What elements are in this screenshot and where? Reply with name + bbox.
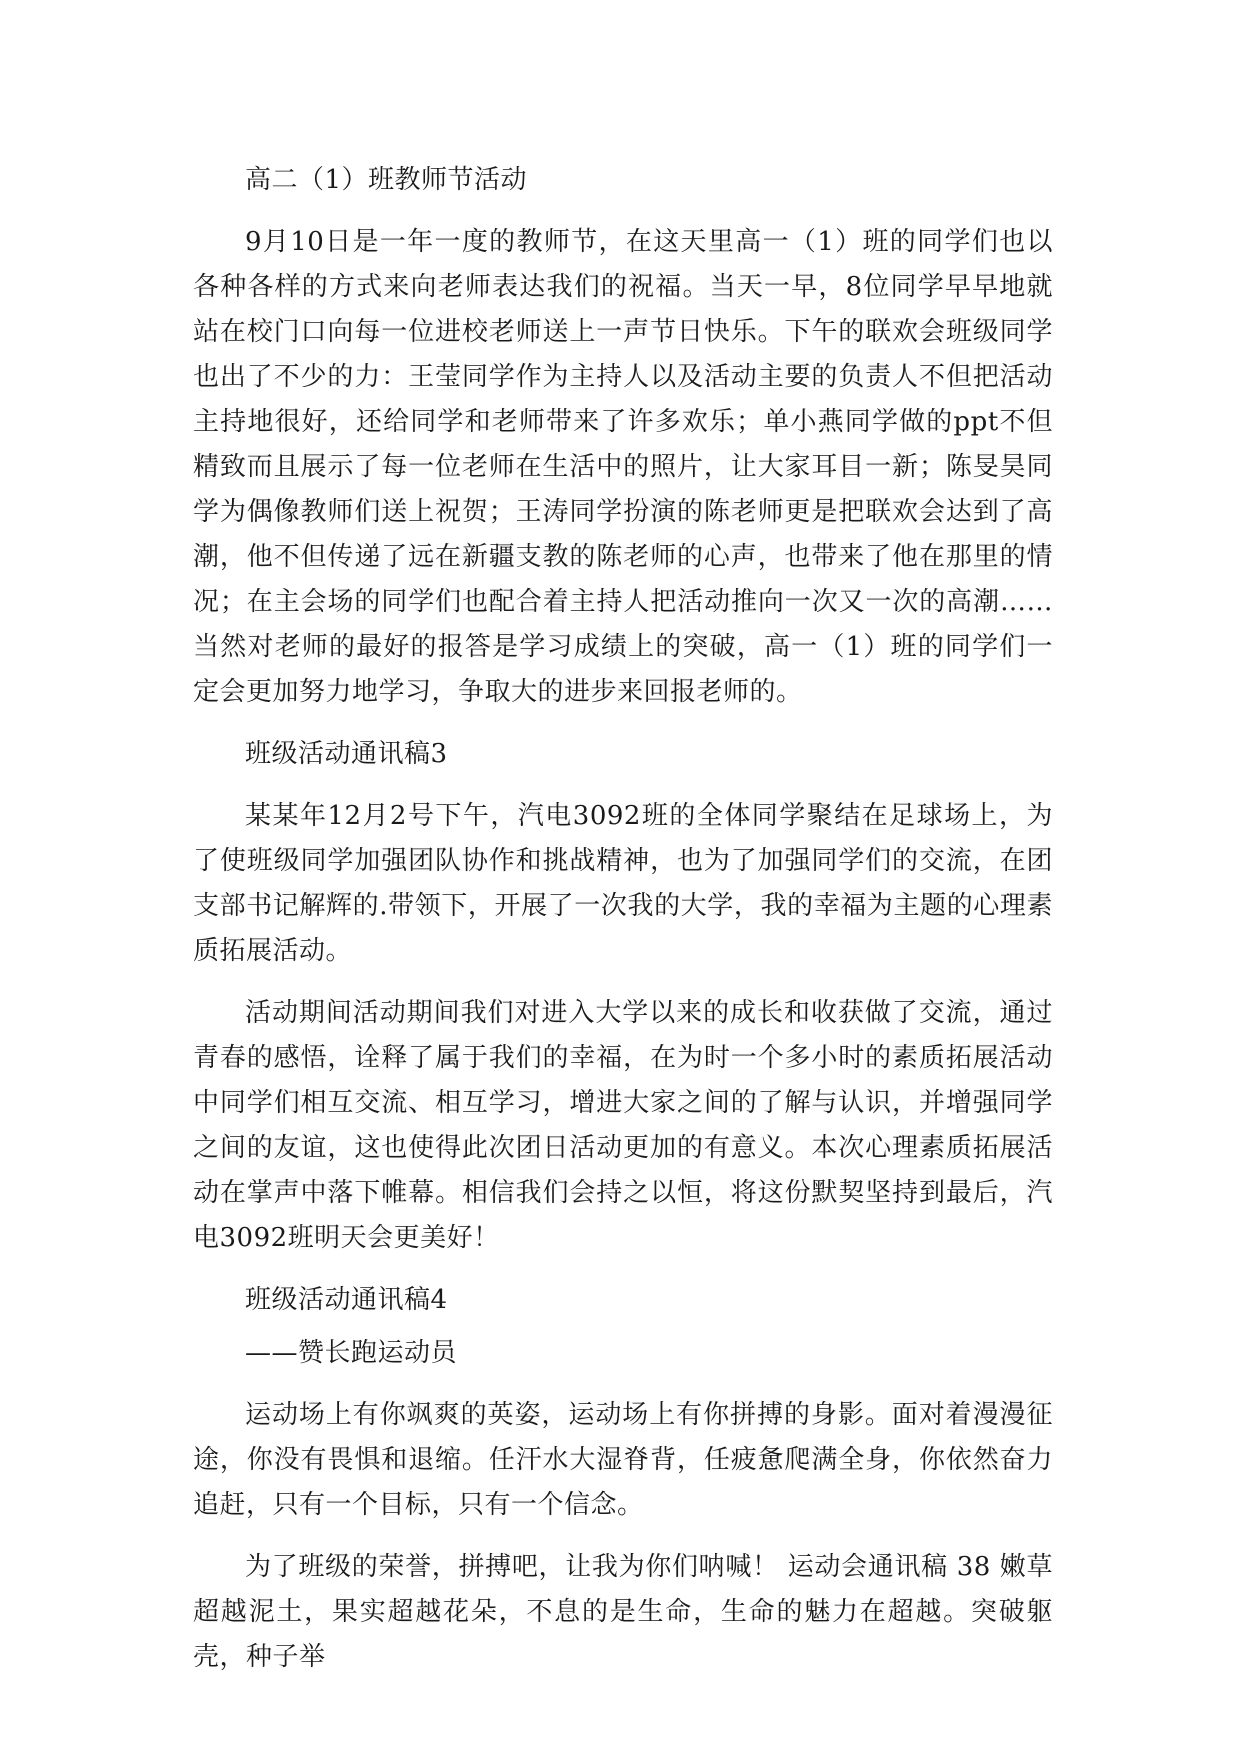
section-subheading-runner: ——赞长跑运动员 — [245, 1338, 458, 1368]
paragraph-teachers-day: 9月10日是一年一度的教师节，在这天里高一（1）班的同学们也以各种各样的方式来向老师表达我们的祝福。当天一早，8位同学早早地就站在校门口向每一位进校老师送上一声节日快乐。下午的联欢会班级同学也出了不少的力：王莹同学作为主持人以及活动主要的负责人不但把活动主持地很好，还给同学和老师带来了许多欢乐；单小燕同学做的ppt不但精致而且展示了每一位老师在生活中的照片，让大家耳目一新；陈旻昊同学为偶像教师们送上祝贺；王涛同学扮演的陈老师更是把联欢会达到了高潮，他不但传递了远在新疆支教的陈老师的心声，也带来了他在那里的情况；在主会场的同学们也配合着主持人把活动推向一次又一次的高潮……当然对老师的最好的报答是学习成绩上的突破，高一（1）班的同学们一定会更加努力地学习，争取大的进步来回报老师的。 — [193, 227, 1053, 707]
document-body — [193, 158, 1053, 1697]
section-heading-teachers-day: 高二（1）班教师节活动 — [245, 165, 528, 195]
paragraph-class-honor: 为了班级的荣誉，拼搏吧，让我为你们呐喊！ 运动会通讯稿 38 嫩草超越泥土，果实超越花朵，不息的是生命，生命的魅力在超越。突破躯壳，种子举 — [193, 1552, 1053, 1672]
paragraph-newsletter-3-intro: 某某年12月2号下午，汽电3092班的全体同学聚结在足球场上，为了使班级同学加强团队协作和挑战精神，也为了加强同学们的交流，在团支部书记解辉的.带领下，开展了一次我的大学，我的幸福为主题的心理素质拓展活动。 — [193, 801, 1053, 966]
section-heading-newsletter-4: 班级活动通讯稿4 — [245, 1285, 448, 1315]
paragraph-runner: 运动场上有你飒爽的英姿，运动场上有你拼搏的身影。面对着漫漫征途，你没有畏惧和退缩。任汗水大湿脊背，任疲惫爬满全身，你依然奋力追赶，只有一个目标，只有一个信念。 — [193, 1400, 1053, 1520]
section-heading-newsletter-3: 班级活动通讯稿3 — [245, 739, 448, 769]
paragraph-newsletter-3-activity: 活动期间活动期间我们对进入大学以来的成长和收获做了交流，通过青春的感悟，诠释了属于我们的幸福，在为时一个多小时的素质拓展活动中同学们相互交流、相互学习，增进大家之间的了解与认识，并增强同学之间的友谊，这也使得此次团日活动更加的有意义。本次心理素质拓展活动在掌声中落下帷幕。相信我们会持之以恒，将这份默契坚持到最后，汽电3092班明天会更美好！ — [193, 998, 1053, 1253]
